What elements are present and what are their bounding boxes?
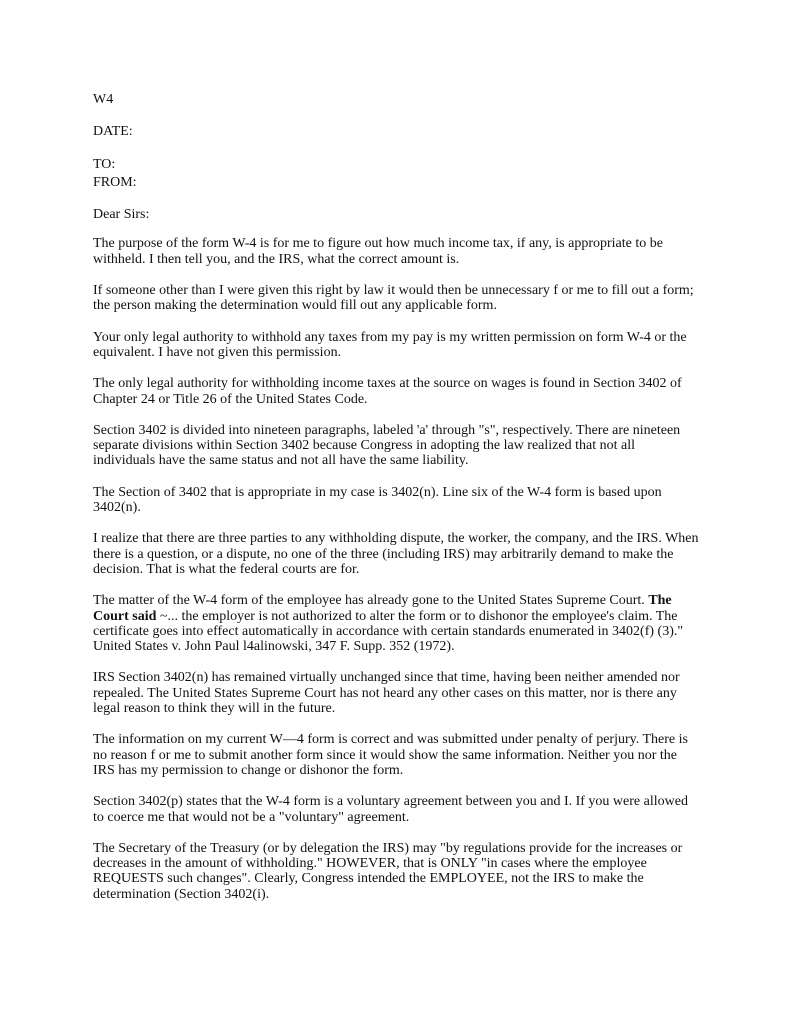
from-label: FROM:: [93, 174, 137, 190]
paragraph-three-parties: I realize that there are three parties to any withholding dispute, the worker, the company, and the IRS. When there is a question, or a dispute, no one of the three (including IRS) may arbitrarily demand to make the decision. That is what the federal courts are for.: [93, 531, 699, 577]
salutation: Dear Sirs:: [93, 207, 150, 223]
to-label: TO:: [93, 156, 116, 172]
paragraph-secretary: The Secretary of the Treasury (or by delegation the IRS) may "by regulations provide for the increases or decreases in the amount of withholding." HOWEVER, that is ONLY "in cases where the employee REQUESTS such changes". Clearly, Congress intended the EMPLOYEE, not the IRS to make the determination (Section 3402(i).: [93, 840, 683, 902]
paragraph-current-w4: The information on my current W—4 form is correct and was submitted under penalty of perjury. There is no reason f or me to submit another form since it would show the same information. Neither you nor the IRS has my permission to change or dishonor the form.: [93, 732, 688, 778]
paragraph-nineteen-divisions: Section 3402 is divided into nineteen paragraphs, labeled 'a' through "s", respectively. There are nineteen separate divisions within Section 3402 because Congress in adopting the law realized that not all individuals have the same status and not all have the same liability.: [93, 422, 681, 469]
paragraph-3402n: The Section of 3402 that is appropriate in my case is 3402(n). Line six of the W-4 form is based upon 3402(n).: [93, 484, 662, 516]
paragraph-purpose: The purpose of the form W-4 is for me to figure out how much income tax, if any, is appropriate to be withheld. I then tell you, and the IRS, what the correct amount is.: [93, 236, 663, 267]
paragraph-supreme-court: [93, 593, 699, 654]
paragraph-unchanged: IRS Section 3402(n) has remained virtually unchanged since that time, having been neither amended nor repealed. The United States Supreme Court has not heard any other cases on this matter, nor is there any legal reason to think they will in the future.: [93, 670, 680, 717]
paragraph-right-by-law: If someone other than I were given this right by law it would then be unnecessary f or me to fill out a form; the person making the determination would fill out any applicable form.: [93, 283, 694, 314]
supreme-court-text-before: The matter of the W-4 form of the employee has already gone to the United States Supreme Court.: [93, 593, 649, 609]
form-name: W4: [93, 92, 114, 107]
court-said-bold: The Court said: [93, 593, 672, 624]
paragraph-legal-authority: Your only legal authority to withhold any taxes from my pay is my written permission on form W-4 or the equivalent. I have not given this permission.: [93, 329, 687, 360]
paragraph-section-3402: The only legal authority for withholding income taxes at the source on wages is found in Section 3402 of Chapter 24 or Title 26 of the United States Code.: [93, 376, 682, 407]
letter-page: [93, 92, 699, 918]
supreme-court-text-after: ~... the employer is not authorized to alter the form or to dishonor the employee's claim. The certificate goes into effect automatically in accordance with certain standards enumerated in 3402(f) (3)." United States v. John Paul l4alinowski, 347 F. Supp. 352 (1972).: [93, 608, 684, 655]
date-label: DATE:: [93, 124, 133, 140]
paragraph-voluntary: Section 3402(p) states that the W-4 form is a voluntary agreement between you and I. If you were allowed to coerce me that would not be a "voluntary" agreement.: [93, 794, 688, 825]
